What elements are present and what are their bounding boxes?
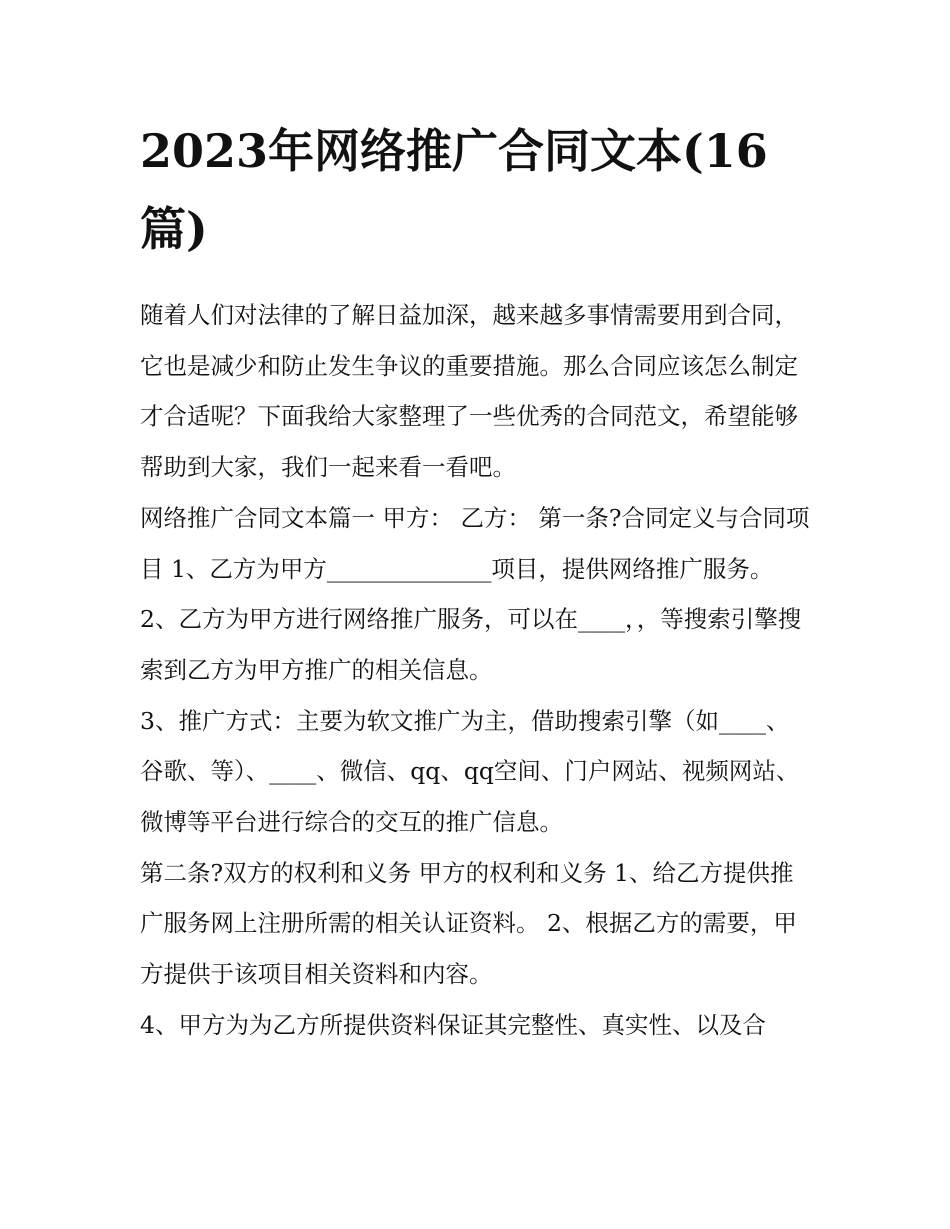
paragraph-item-4: 4、甲方为为乙方所提供资料保证其完整性、真实性、以及合 bbox=[140, 1010, 766, 1039]
paragraph-article-2: 第二条?双方的权利和义务 甲方的权利和义务 1、给乙方提供推广服务网上注册所需的相关认证资料。 2、根据乙方的需要，甲方提供于该项目相关资料和内容。 bbox=[140, 858, 797, 989]
document-page bbox=[140, 112, 812, 1051]
paragraph-article-1: 网络推广合同文本篇一 甲方： 乙方： 第一条?合同定义与合同项目 1、乙方为甲方______________项目，提供网络推广服务。 bbox=[140, 503, 810, 583]
paragraph-item-2: 2、乙方为甲方进行网络推广服务，可以在____，，等搜索引擎搜索到乙方为甲方推广的相关信息。 bbox=[140, 605, 802, 684]
document-body bbox=[140, 290, 812, 1051]
paragraph-intro: 随着人们对法律的了解日益加深，越来越多事情需要用到合同，它也是减少和防止发生争议的重要措施。那么合同应该怎么制定才合适呢？下面我给大家整理了一些优秀的合同范文，希望能够帮助到大家，我们一起来看一看吧。 bbox=[140, 301, 798, 482]
paragraph-item-3: 3、推广方式：主要为软文推广为主，借助搜索引擎（如____、谷歌、等）、____、微信、qq、qq空间、门户网站、视频网站、微博等平台进行综合的交互的推广信息。 bbox=[140, 706, 800, 837]
document-title: 2023年网络推广合同文本(16篇) bbox=[140, 124, 768, 256]
